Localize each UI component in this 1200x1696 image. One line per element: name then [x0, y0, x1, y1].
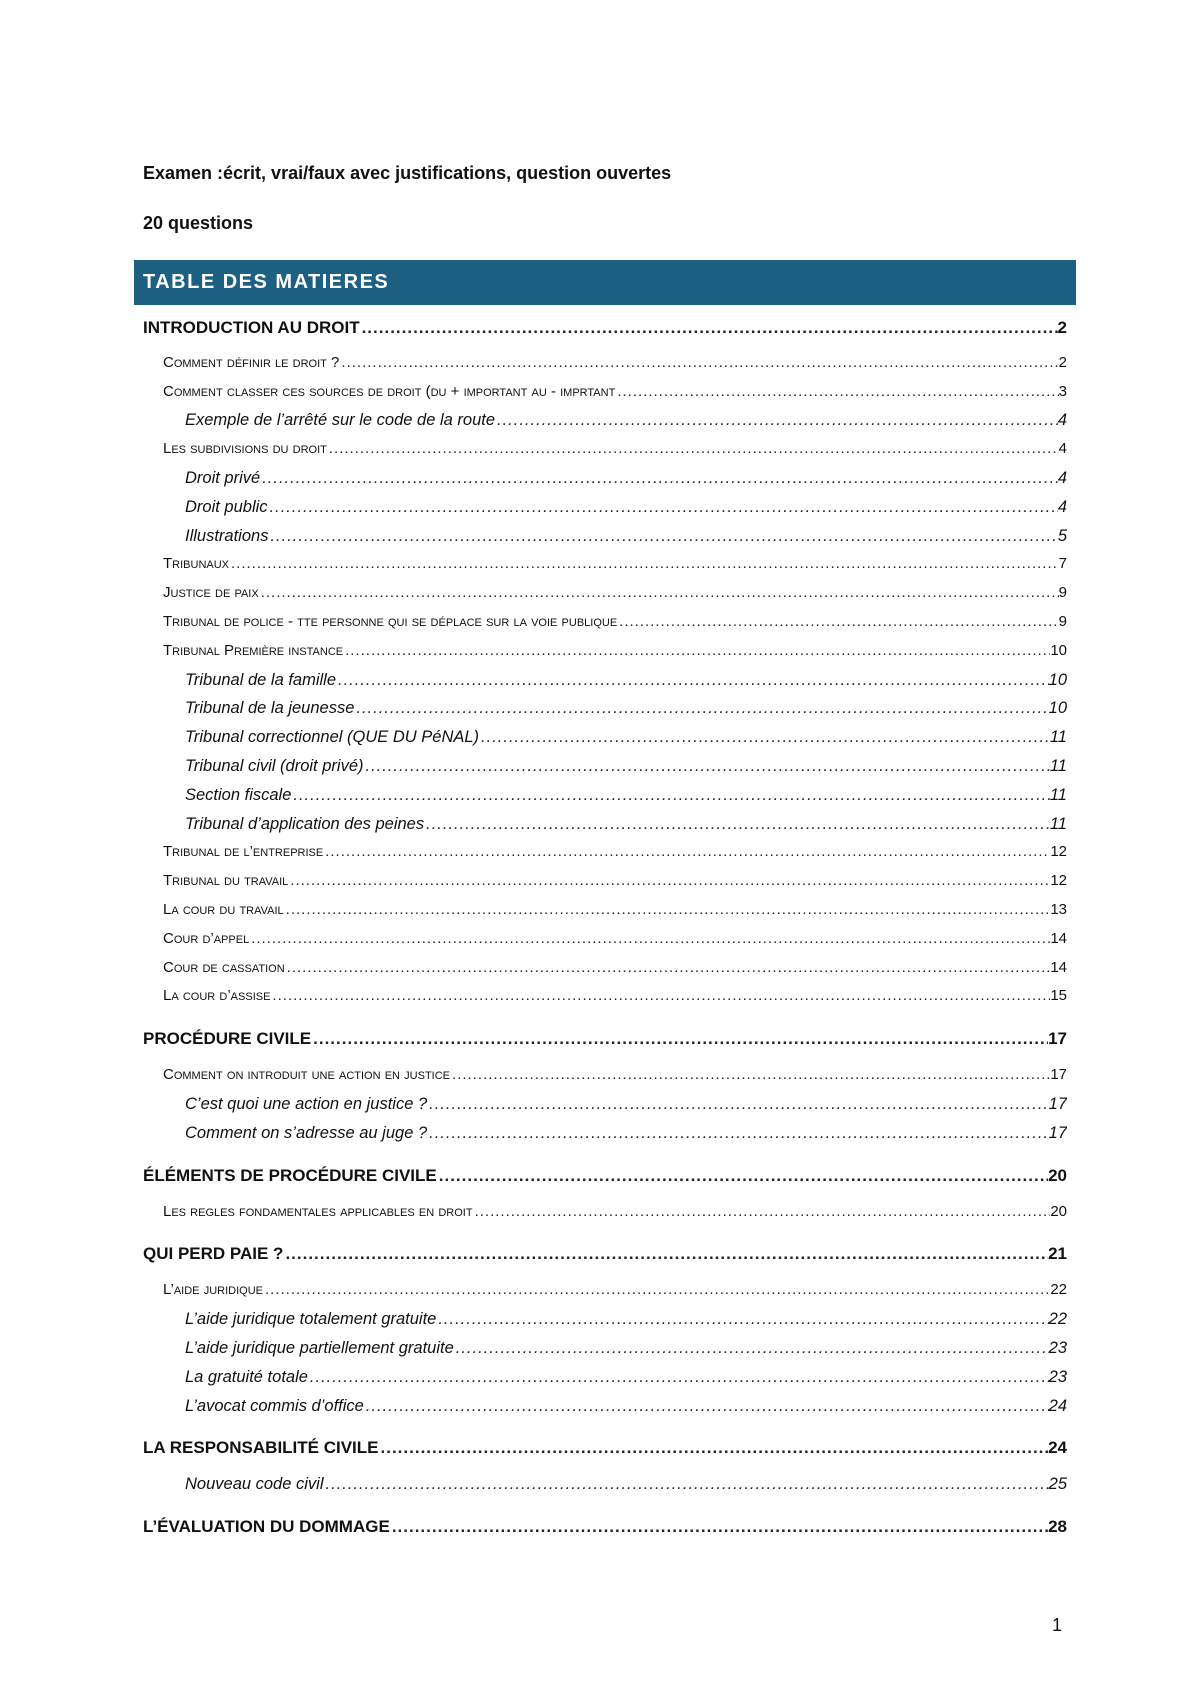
- toc-leader-dots: [327, 435, 1059, 464]
- toc-leader-dots: [450, 1061, 1050, 1090]
- toc-entry[interactable]: [143, 378, 1067, 407]
- toc-entry-label: Tribunal de la famille: [185, 670, 337, 689]
- toc-entry-page: 10: [1048, 699, 1067, 718]
- toc-entry-label: Tribunal Première instance: [163, 641, 344, 659]
- toc-entry-label: L’aide juridique partiellement gratuite: [185, 1338, 454, 1357]
- toc-entry-page: 21: [1048, 1244, 1067, 1264]
- toc-entry-label: Tribunal civil (droit privé): [185, 756, 364, 775]
- toc-entry-label: Droit public: [185, 497, 268, 516]
- toc-entry-page: 9: [1058, 612, 1067, 630]
- toc-entry[interactable]: [143, 314, 1067, 343]
- toc-entry-page: 10: [1048, 670, 1067, 689]
- toc-leader-dots: [615, 378, 1058, 407]
- toc-entry-label: Tribunal d’application des peines: [185, 814, 425, 833]
- toc-entry-page: 28: [1048, 1517, 1067, 1537]
- toc-leader-dots: [270, 982, 1050, 1011]
- toc-entry[interactable]: [143, 1470, 1067, 1499]
- toc-entry-label: Tribunal de la jeunesse: [185, 699, 355, 718]
- toc-entry-label: Exemple de l’arrêté sur le code de la route: [185, 411, 496, 430]
- toc-entry-label: Comment on introduit une action en justice: [163, 1066, 451, 1084]
- toc-leader-dots: [479, 723, 1050, 752]
- toc-entry-label: Cour d’appel: [163, 929, 250, 947]
- toc-entry-page: 11: [1049, 728, 1067, 747]
- toc-leader-dots: [308, 1363, 1049, 1392]
- page-number: 1: [1052, 1615, 1063, 1635]
- toc-entry[interactable]: [143, 1238, 1067, 1270]
- toc-entry[interactable]: [143, 1198, 1067, 1227]
- toc-leader-dots: [268, 493, 1058, 522]
- toc-leader-dots: [291, 781, 1049, 810]
- toc-entry-page: 24: [1048, 1396, 1067, 1415]
- toc-entry-page: 25: [1048, 1475, 1067, 1494]
- toc-entry-page: 17: [1048, 1029, 1067, 1049]
- toc-entry-label: Tribunal de police - tte personne qui se déplace sur la voie publique: [163, 612, 618, 630]
- toc-entry-label: Les subdivisions du droit: [163, 440, 327, 458]
- toc-entry-page: 4: [1057, 497, 1067, 516]
- toc-entry-page: 11: [1049, 785, 1067, 804]
- toc-leader-dots: [364, 752, 1050, 781]
- toc-entry-page: 12: [1050, 843, 1067, 861]
- toc-entry-label: Illustrations: [185, 526, 269, 545]
- toc-leader-dots: [617, 608, 1058, 637]
- toc-entry-page: 11: [1049, 814, 1067, 833]
- toc-leader-dots: [436, 1305, 1048, 1334]
- toc-entry-label: ÉLÉMENTS DE PROCÉDURE CIVILE: [143, 1165, 437, 1185]
- toc-entry[interactable]: [143, 608, 1067, 637]
- toc-entry[interactable]: [143, 1305, 1067, 1334]
- toc-leader-dots: [324, 1470, 1049, 1499]
- toc-entry[interactable]: [143, 1276, 1067, 1305]
- toc-entry[interactable]: [143, 1511, 1067, 1543]
- toc-leader-dots: [288, 867, 1050, 896]
- toc-entry-label: Nouveau code civil: [185, 1475, 324, 1494]
- toc-entry-label: La cour d’assise: [163, 987, 271, 1005]
- toc-entry-page: 14: [1050, 929, 1067, 947]
- toc-entry-page: 23: [1048, 1367, 1067, 1386]
- toc-entry-page: 9: [1058, 584, 1067, 602]
- toc-entry[interactable]: [143, 1432, 1067, 1464]
- toc-entry-label: Cour de cassation: [163, 958, 285, 976]
- toc-title: TABLE DES MATIERES: [134, 260, 1076, 305]
- toc-entry-page: 15: [1050, 987, 1067, 1005]
- toc-leader-dots: [437, 1160, 1048, 1192]
- toc-leader-dots: [285, 954, 1051, 983]
- toc-entry[interactable]: [143, 1119, 1067, 1148]
- toc-entry-page: 22: [1048, 1310, 1067, 1329]
- toc-entry-label: C’est quoi une action en justice ?: [185, 1094, 428, 1113]
- toc-entry-page: 4: [1057, 468, 1067, 487]
- toc-leader-dots: [364, 1392, 1049, 1421]
- toc-entry-label: La gratuité totale: [185, 1367, 308, 1386]
- toc-entry[interactable]: [143, 925, 1067, 954]
- toc-leader-dots: [473, 1198, 1051, 1227]
- toc-leader-dots: [311, 1023, 1048, 1055]
- toc-entry-label: Les regles fondamentales applicables en droit: [163, 1202, 473, 1220]
- toc-entry-page: 10: [1050, 641, 1067, 659]
- toc-entry[interactable]: [143, 838, 1067, 867]
- toc-leader-dots: [427, 1119, 1049, 1148]
- toc-leader-dots: [390, 1511, 1048, 1543]
- toc-entry-label: LA RESPONSABILITÉ CIVILE: [143, 1438, 379, 1458]
- toc-entry-label: Comment définir le droit ?: [163, 353, 340, 371]
- toc-leader-dots: [360, 314, 1058, 343]
- toc-entry[interactable]: [143, 810, 1067, 839]
- toc-entry-label: INTRODUCTION AU DROIT: [143, 318, 360, 337]
- toc-entry[interactable]: [143, 349, 1067, 378]
- toc-entry-label: Droit privé: [185, 468, 261, 487]
- toc-entry-page: 2: [1057, 318, 1067, 337]
- toc-entry-page: 5: [1057, 526, 1067, 545]
- toc-leader-dots: [427, 1090, 1048, 1119]
- toc-entry[interactable]: [143, 723, 1067, 752]
- toc-entry[interactable]: [143, 579, 1067, 608]
- toc-leader-dots: [283, 1238, 1048, 1270]
- toc-entry-label: QUI PERD PAIE ?: [143, 1244, 284, 1264]
- toc-leader-dots: [323, 838, 1050, 867]
- toc-entry[interactable]: [143, 435, 1067, 464]
- toc-entry[interactable]: [143, 954, 1067, 983]
- toc-entry[interactable]: [143, 666, 1067, 695]
- toc-leader-dots: [336, 666, 1049, 695]
- toc-leader-dots: [259, 579, 1059, 608]
- toc-entry-label: Tribunaux: [163, 555, 230, 573]
- toc-leader-dots: [424, 810, 1050, 839]
- toc-entry-label: L’avocat commis d’office: [185, 1396, 364, 1415]
- toc-entry[interactable]: [143, 982, 1067, 1011]
- toc-entry[interactable]: [143, 406, 1067, 435]
- question-count-line: 20 questions: [143, 213, 254, 233]
- toc-entry-page: 4: [1057, 411, 1067, 430]
- toc-entry-label: L’ÉVALUATION DU DOMMAGE: [143, 1517, 390, 1537]
- toc-leader-dots: [339, 349, 1058, 378]
- toc-entry-page: 24: [1048, 1438, 1067, 1458]
- toc-entry-page: 23: [1048, 1338, 1067, 1357]
- toc-leader-dots: [260, 464, 1058, 493]
- toc-leader-dots: [495, 406, 1058, 435]
- toc-entry-page: 12: [1050, 872, 1067, 890]
- toc-entry-label: La cour du travail: [163, 900, 284, 918]
- toc-entry-page: 13: [1050, 900, 1067, 918]
- toc-entry[interactable]: [143, 867, 1067, 896]
- toc-entry-page: 14: [1050, 958, 1067, 976]
- toc-entry[interactable]: [143, 493, 1067, 522]
- toc-leader-dots: [263, 1276, 1050, 1305]
- toc-entry-label: Justice de paix: [163, 584, 259, 602]
- toc-entry-page: 17: [1048, 1094, 1067, 1113]
- toc-entry[interactable]: [143, 781, 1067, 810]
- toc-entry-page: 20: [1048, 1165, 1067, 1185]
- toc-entry[interactable]: [143, 522, 1067, 551]
- toc-entry[interactable]: [143, 1061, 1067, 1090]
- toc-leader-dots: [354, 694, 1048, 723]
- toc-entry[interactable]: [143, 464, 1067, 493]
- toc-entry[interactable]: [143, 694, 1067, 723]
- toc-leader-dots: [268, 522, 1057, 551]
- toc-entry[interactable]: [143, 752, 1067, 781]
- toc-entry-label: L’aide juridique: [163, 1281, 263, 1299]
- toc-entry-label: Tribunal du travail: [163, 872, 289, 890]
- toc-entry-page: 2: [1058, 353, 1067, 371]
- table-of-contents: [143, 314, 1067, 1543]
- toc-leader-dots: [249, 925, 1050, 954]
- toc-entry-page: 17: [1050, 1066, 1067, 1084]
- toc-entry-page: 7: [1058, 555, 1067, 573]
- toc-entry[interactable]: [143, 550, 1067, 579]
- toc-entry[interactable]: [143, 896, 1067, 925]
- toc-entry[interactable]: [143, 1023, 1067, 1055]
- toc-entry-label: Section fiscale: [185, 785, 292, 804]
- toc-entry-label: Comment on s’adresse au juge ?: [185, 1123, 428, 1142]
- toc-entry[interactable]: [143, 1160, 1067, 1192]
- toc-entry[interactable]: [143, 637, 1067, 666]
- toc-leader-dots: [379, 1432, 1049, 1464]
- exam-format-line: Examen :écrit, vrai/faux avec justifications, question ouvertes: [143, 163, 672, 183]
- toc-entry-label: Tribunal de l’entreprise: [163, 843, 324, 861]
- toc-entry-page: 22: [1050, 1281, 1067, 1299]
- toc-leader-dots: [229, 550, 1059, 579]
- toc-entry-label: Tribunal correctionnel (QUE DU PéNAL): [185, 728, 480, 747]
- toc-entry-page: 3: [1058, 382, 1067, 400]
- toc-entry-label: PROCÉDURE CIVILE: [143, 1029, 312, 1049]
- toc-entry-page: 4: [1058, 440, 1067, 458]
- toc-leader-dots: [454, 1334, 1049, 1363]
- toc-entry-page: 20: [1050, 1202, 1067, 1220]
- toc-leader-dots: [284, 896, 1051, 925]
- toc-entry-page: 17: [1048, 1123, 1067, 1142]
- toc-entry[interactable]: [143, 1334, 1067, 1363]
- toc-leader-dots: [343, 637, 1050, 666]
- toc-entry[interactable]: [143, 1090, 1067, 1119]
- toc-entry-page: 11: [1049, 756, 1067, 775]
- toc-entry-label: L’aide juridique totalement gratuite: [185, 1310, 437, 1329]
- toc-entry-label: Comment classer ces sources de droit (du + important au - imprtant: [163, 382, 616, 400]
- toc-entry[interactable]: [143, 1392, 1067, 1421]
- toc-entry[interactable]: [143, 1363, 1067, 1392]
